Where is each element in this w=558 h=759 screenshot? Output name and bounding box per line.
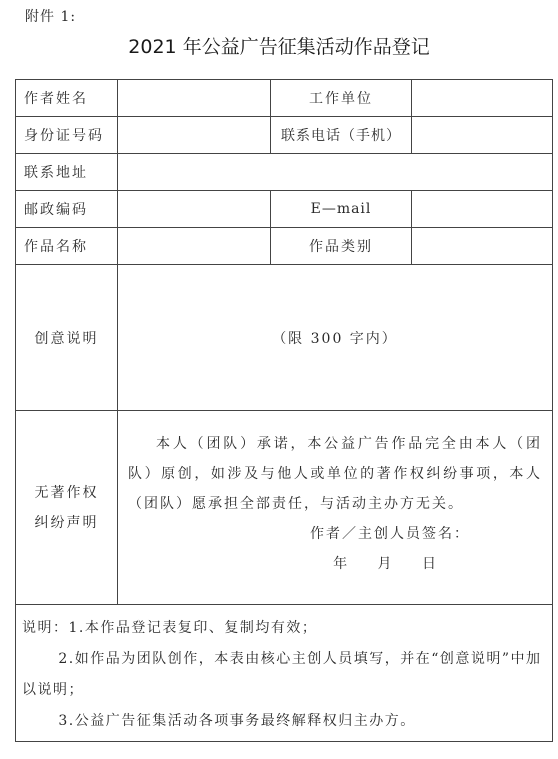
email-label: E—mail <box>271 191 412 228</box>
postcode-field[interactable] <box>118 191 271 228</box>
creative-desc-field[interactable] <box>118 265 553 411</box>
address-label: 联系地址 <box>16 154 118 191</box>
signature-line: 作者／主创人员签名： <box>310 526 470 542</box>
attachment-label: 附件 1: <box>25 9 77 25</box>
date-line: 年 月 日 <box>333 556 442 572</box>
postcode-label: 邮政编码 <box>16 191 118 228</box>
form-title: 2021 年公益广告征集活动作品登记 <box>128 36 430 58</box>
author-name-field[interactable] <box>118 80 271 117</box>
work-title-label: 作品名称 <box>16 228 118 265</box>
registration-form <box>15 79 553 742</box>
copyright-label-line2: 纠纷声明 <box>34 514 99 531</box>
id-number-field[interactable] <box>118 117 271 154</box>
work-title-field[interactable] <box>118 228 271 265</box>
phone-field[interactable] <box>412 117 553 154</box>
declaration-text: 本人（团队）承诺，本公益广告作品完全由本人（团队）原创，如涉及与他人或单位的著作权纠纷事项，本人（团队）愿承担全部责任，与活动主办方无关。 <box>128 436 542 512</box>
creative-limit-text: （限 300 字内） <box>272 330 398 347</box>
phone-label: 联系电话（手机） <box>271 117 412 154</box>
copyright-declaration <box>118 411 553 605</box>
id-number-label: 身份证号码 <box>16 117 118 154</box>
creative-desc-label: 创意说明 <box>16 265 118 411</box>
copyright-label <box>16 411 118 605</box>
author-name-label: 作者姓名 <box>16 80 118 117</box>
work-unit-field[interactable] <box>412 80 553 117</box>
work-category-label: 作品类别 <box>271 228 412 265</box>
note-3: 3.公益广告征集活动各项事务最终解释权归主办方。 <box>58 713 416 729</box>
work-category-field[interactable] <box>412 228 553 265</box>
notes-section <box>16 605 553 742</box>
email-field[interactable] <box>412 191 553 228</box>
note-1: 说明：1.本作品登记表复印、复制均有效； <box>22 620 318 636</box>
copyright-label-line1: 无著作权 <box>34 484 99 501</box>
address-field[interactable] <box>118 154 553 191</box>
note-2: 2.如作品为团队创作，本表由核心主创人员填写，并在“创意说明”中加以说明； <box>22 651 542 698</box>
work-unit-label: 工作单位 <box>271 80 412 117</box>
